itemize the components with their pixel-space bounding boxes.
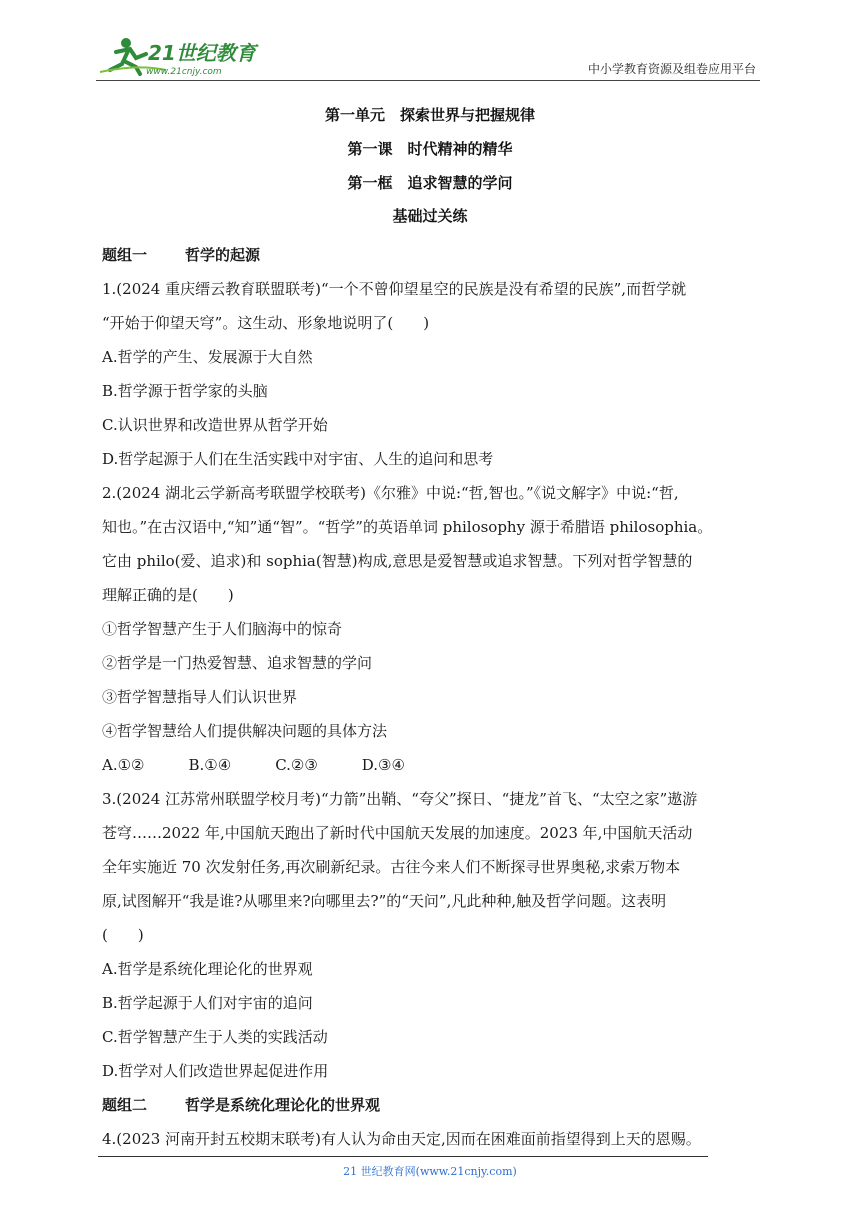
statement: ②哲学是一门热爱智慧、追求智慧的学问 xyxy=(102,654,373,672)
question-stem-line: 苍穹……2022 年,中国航天跑出了新时代中国航天发展的加速度。2023 年,中国航天活动 xyxy=(102,824,693,842)
unit-title: 第一单元 探索世界与把握规律 xyxy=(324,106,535,124)
answer-option[interactable]: A.①② xyxy=(102,756,145,774)
question-stem-line: ( ) xyxy=(102,926,144,944)
answer-option[interactable]: C.认识世界和改造世界从哲学开始 xyxy=(102,416,328,434)
group-heading-2 xyxy=(102,1088,762,1122)
statement: ③哲学智慧指导人们认识世界 xyxy=(102,688,298,706)
statement: ④哲学智慧给人们提供解决问题的具体方法 xyxy=(102,722,388,740)
question-stem-line: 4.(2023 河南开封五校期末联考)有人认为命由天定,因而在困难面前指望得到上天的恩赐。 xyxy=(102,1130,701,1148)
answer-option[interactable]: D.③④ xyxy=(361,756,405,774)
answer-options-row xyxy=(102,748,762,782)
runner-logo-icon xyxy=(96,34,266,78)
question-stem-line: 理解正确的是( ) xyxy=(102,586,234,604)
answer-option[interactable]: C.②③ xyxy=(275,756,318,774)
header-divider xyxy=(96,80,760,81)
question-2 xyxy=(102,476,762,782)
answer-option[interactable]: D.哲学对人们改造世界起促进作用 xyxy=(102,1062,329,1080)
group-label: 题组二 xyxy=(102,1096,148,1114)
question-content xyxy=(102,238,762,1156)
question-stem-line: “开始于仰望天穹”。这生动、形象地说明了( ) xyxy=(102,314,430,332)
answer-option[interactable]: B.①④ xyxy=(188,756,232,774)
section-title: 基础过关练 xyxy=(392,207,468,225)
answer-option[interactable]: A.哲学是系统化理论化的世界观 xyxy=(102,960,313,978)
answer-option[interactable]: B.哲学源于哲学家的头脑 xyxy=(102,382,268,400)
page-header xyxy=(96,34,760,82)
question-stem-line: 全年实施近 70 次发射任务,再次刷新纪录。古往今来人们不断探寻世界奥秘,求索万物本 xyxy=(102,858,681,876)
answer-option[interactable]: A.哲学的产生、发展源于大自然 xyxy=(102,348,313,366)
statement: ①哲学智慧产生于人们脑海中的惊奇 xyxy=(102,620,343,638)
logo-text: 21世纪教育 xyxy=(148,41,256,65)
group-heading-1 xyxy=(102,238,762,272)
group-label: 题组一 xyxy=(102,246,148,264)
lesson-title: 第一课 时代精神的精华 xyxy=(347,140,513,158)
platform-name: 中小学教育资源及组卷应用平台 xyxy=(587,62,756,76)
question-1 xyxy=(102,272,762,476)
footer-link[interactable]: 21 世纪教育网(www.21cnjy.com) xyxy=(343,1165,517,1178)
question-stem-line: 1.(2024 重庆缙云教育联盟联考)“一个不曾仰望星空的民族是没有希望的民族”,而哲学就 xyxy=(102,280,687,298)
frame-title: 第一框 追求智慧的学问 xyxy=(347,174,513,192)
group-title: 哲学是系统化理论化的世界观 xyxy=(185,1096,381,1114)
question-stem-line: 原,试图解开“我是谁?从哪里来?向哪里去?”的“天问”,凡此种种,触及哲学问题。这表明 xyxy=(102,892,667,910)
question-3 xyxy=(102,782,762,1088)
logo-url: www.21cnjy.com xyxy=(146,67,222,77)
question-stem-line: 2.(2024 湖北云学新高考联盟学校联考)《尔雅》中说:“哲,智也。”《说文解字》中说:“哲, xyxy=(102,484,679,502)
answer-option[interactable]: C.哲学智慧产生于人类的实践活动 xyxy=(102,1028,328,1046)
question-stem-line: 3.(2024 江苏常州联盟学校月考)“力箭”出鞘、“夸父”探日、“捷龙”首飞、“太空之家”遨游 xyxy=(102,790,698,808)
footer-divider xyxy=(98,1156,708,1157)
answer-option[interactable]: D.哲学起源于人们在生活实践中对宇宙、人生的追问和思考 xyxy=(102,450,494,468)
logo xyxy=(96,34,266,78)
question-stem-line: 它由 philo(爱、追求)和 sophia(智慧)构成,意思是爱智慧或追求智慧。下列对哲学智慧的 xyxy=(102,552,693,570)
answer-option[interactable]: B.哲学起源于人们对宇宙的追问 xyxy=(102,994,313,1012)
group-title: 哲学的起源 xyxy=(185,246,261,264)
question-stem-line: 知也。”在古汉语中,“知”通“智”。“哲学”的英语单词 philosophy 源于希腊语 philosophia。 xyxy=(102,518,713,536)
question-4 xyxy=(102,1122,762,1156)
